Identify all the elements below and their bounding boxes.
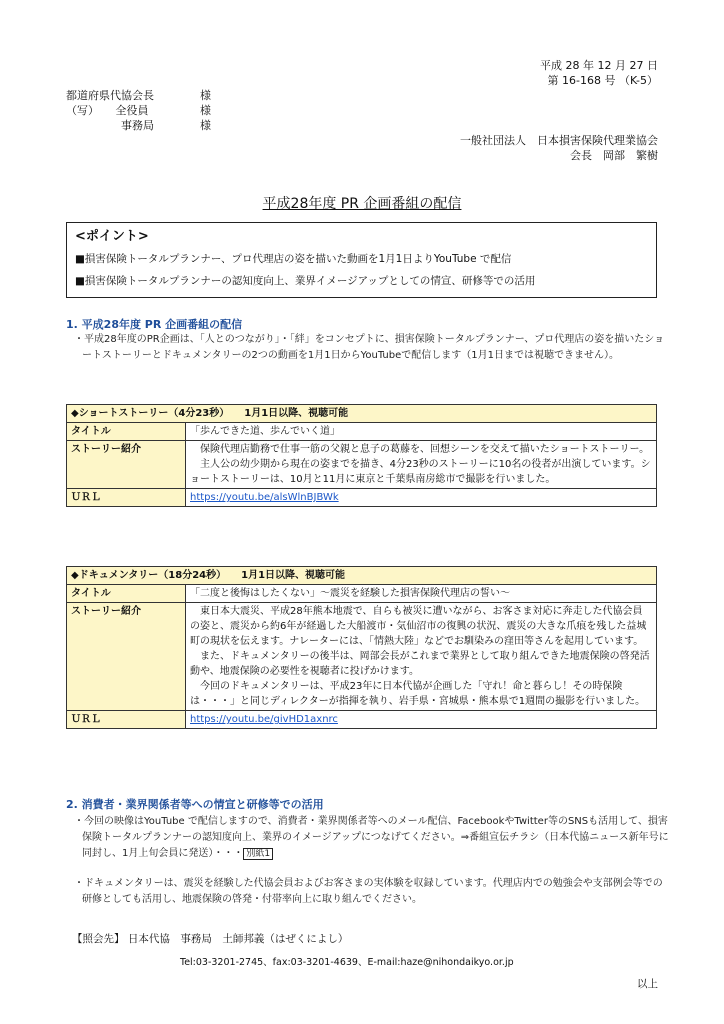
section1-paragraph: ・平成28年度のPR企画は、「人とのつながり」・「絆」をコンセプトに、損害保険トータルプランナー、プロ代理店の姿を描いたショートストーリーとドキュメンタリーの2つの動画を1月1日からYouTubeで配信します（1月1日までは視聴できません）。 [74,334,665,361]
contact-phone: Tel:03-3201-2745、fax:03-3201-4639、E-mail:haze@nihondaikyo.or.jp [180,957,514,968]
documentary-url-label: ＵＲＬ [67,711,186,729]
recipient-suffix: 様 [200,89,211,102]
short-story-table [66,404,657,507]
section2-paragraph-1-text: ・今回の映像はYouTube で配信しますので、消費者・業界関係者等へのメール配信、FacebookやTwitter等のSNSも活用して、損害保険トータルプランナーの認知度向上、業界のイメージアップにつなげてください。⇒番組宣伝チラシ（日本代協ニュース新年号に同封し、1月上旬会員に発送）・・・ [74,816,669,859]
short-story-title-label: タイトル [67,423,186,441]
story-paragraph: 東日本大震災、平成28年熊本地震で、自らも被災に遭いながら、お客さま対応に奔走した代協会員の姿と、震災から約6年が経過した大船渡市・気仙沼市の復興の状況、震災の大きな爪痕を残した益城町の現状を伝えます。ナレーターには、「情熱大陸」などでお馴染みの窪田等さんを起用しています。 [190,606,647,647]
sender-block [460,133,658,163]
short-story-url-link[interactable]: https://youtu.be/alsWlnBJBWk [190,492,339,503]
short-story-description [186,441,657,489]
story-paragraph: 保険代理店勤務で仕事一筋の父親と息子の葛藤を、回想シーンを交えて描いたショートストーリー。 [200,444,650,455]
points-box [66,222,657,298]
recipient-row [66,88,211,103]
story-paragraph: また、ドキュメンタリーの後半は、岡部会長がこれまで業界として取り組んできた地震保険の啓発活動や、地震保険の必要性を視聴者に投げかけます。 [190,651,650,677]
sender-president: 会長 岡部 繁樹 [570,149,658,162]
short-story-story-label: ストーリー紹介 [67,441,186,489]
recipient-row [66,103,211,118]
document-title: 平成28年度 PR 企画番組の配信 [262,196,462,212]
documentary-title-value: 「二度と後悔はしたくない」～震災を経験した損害保険代理店の誓い～ [186,585,657,603]
section2-paragraph-1 [70,814,670,862]
point-item: ■損害保険トータルプランナー、プロ代理店の姿を描いた動画を1月1日よりYouTube で配信 [75,253,512,265]
contact-line: 【照会先】 日本代協 事務局 土師邦義（はぜくによし） [72,933,349,945]
recipient-name: 都道府県代協会長 [66,89,154,102]
recipient-name: （写） 全役員 [66,104,149,117]
story-paragraph: 今回のドキュメンタリーは、平成23年に日本代協が企画した「守れ！命と暮らし！その時保険は・・・」と同じディレクターが指揮を執り、岩手県・宮城県・熊本県で1週間の撮影を行いました。 [190,681,646,707]
short-story-header: ◆ショートストーリー（4分23秒） 1月1日以降、視聴可能 [67,405,657,423]
header-date-block [540,58,658,88]
recipient-row [66,118,211,133]
documentary-description [186,603,657,711]
recipient-suffix: 様 [200,104,211,117]
issue-date: 平成 28 年 12 月 27 日 [540,59,658,72]
recipient-name: 事務局 [66,119,154,132]
sender-organization: 一般社団法人 日本損害保険代理業協会 [460,134,658,147]
point-item: ■損害保険トータルプランナーの認知度向上、業界イメージアップとしての情宣、研修等での活用 [75,275,536,287]
section2-heading: 2. 消費者・業界関係者等への情宣と研修等での活用 [66,798,324,811]
documentary-url-link[interactable]: https://youtu.be/givHD1axnrc [190,714,338,725]
documentary-story-label: ストーリー紹介 [67,603,186,711]
documentary-header: ◆ドキュメンタリー（18分24秒） 1月1日以降、視聴可能 [67,567,657,585]
documentary-table [66,566,657,729]
short-story-url-label: ＵＲＬ [67,489,186,507]
story-paragraph: 主人公の幼少期から現在の姿までを描き、4分23秒のストーリーに10名の役者が出演しています。ショートストーリーは、10月と11月に東京と千葉県南房総市で撮影を行いました。 [190,459,651,485]
document-number: 第 16-168 号 （K-5） [547,74,658,87]
documentary-title-label: タイトル [67,585,186,603]
points-heading: <ポイント> [75,229,149,244]
short-story-title-value: 「歩んできた道、歩んでいく道」 [186,423,657,441]
recipient-suffix: 様 [200,119,211,132]
attachment-tag: 別紙1 [243,848,273,860]
closing-mark: 以上 [637,978,658,990]
recipients-block [66,88,211,133]
section1-heading: 1. 平成28年度 PR 企画番組の配信 [66,318,243,331]
section2-paragraph-2: ・ドキュメンタリーは、震災を経験した代協会員およびお客さまの実体験を収録しています。代理店内での勉強会や支部例会等での研修としても活用し、地震保険の啓発・付帯率向上に取り組んでください。 [74,878,663,905]
